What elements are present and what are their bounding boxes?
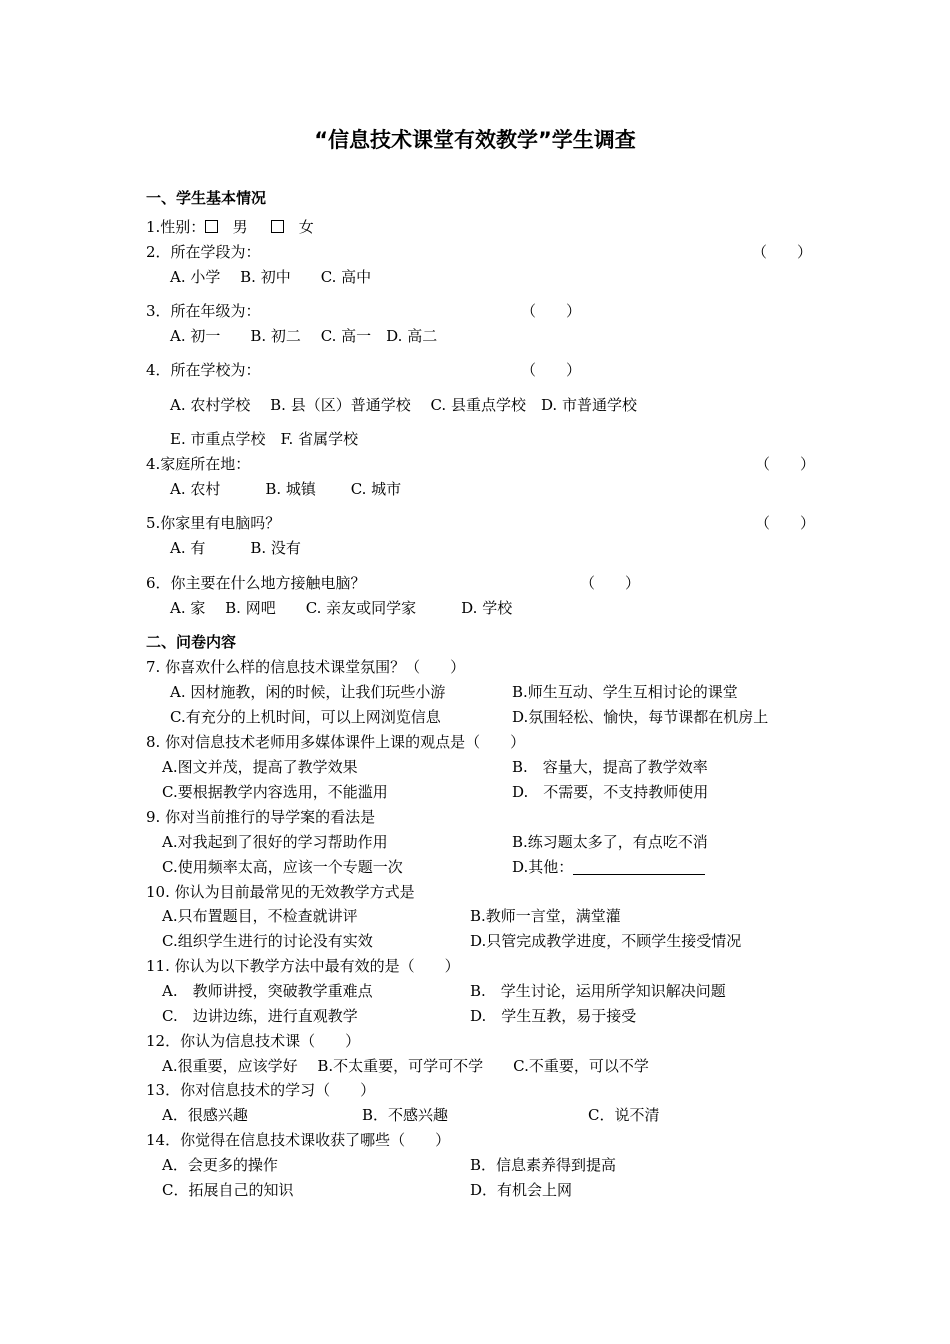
option-b: B.师生互动、学生互相讨论的课堂 (512, 683, 738, 701)
option-a: A.对我起到了很好的学习帮助作用 (162, 833, 388, 851)
question-options: A. 农村 B. 城镇 C. 城市 (170, 480, 402, 498)
option-c: C. 边讲边练，进行直观教学 (162, 1007, 358, 1025)
option-a: A. 因材施教，闲的时候，让我们玩些小游 (170, 683, 446, 701)
document-title: “信息技术课堂有效教学”学生调查 (314, 128, 636, 152)
question-options: A.很重要，应该学好 B.不太重要，可学可不学 C.不重要，可以不学 (162, 1057, 649, 1075)
question-stem: 1.性别： (146, 218, 206, 236)
question-gender (146, 217, 314, 237)
option-a: A．会更多的操作 (162, 1156, 278, 1174)
question-stem: 7. 你喜欢什么样的信息技术课堂氛围？（ ） (146, 658, 466, 676)
option-d: D. 学生互教，易于接受 (470, 1007, 637, 1025)
question-stem: 8. 你对信息技术老师用多媒体课件上课的观点是（ ） (146, 733, 526, 751)
question-options: A. 有 B. 没有 (170, 539, 301, 557)
option-c: C.使用频率太高，应该一个专题一次 (162, 858, 403, 876)
option-male: 男 (232, 218, 248, 236)
question-stem: 10. 你认为目前最常见的无效教学方式是 (146, 883, 415, 901)
question-stem: 4.家庭所在地： (146, 455, 251, 473)
option-female: 女 (298, 218, 314, 236)
option-b: B.练习题太多了，有点吃不消 (512, 833, 708, 851)
question-stem: 12．你认为信息技术课（ ） (146, 1032, 361, 1050)
answer-parentheses: （ ） (521, 361, 582, 379)
option-d (512, 857, 705, 877)
question-stem: 11. 你认为以下教学方法中最有效的是（ ） (146, 957, 460, 975)
checkbox-square-icon[interactable] (271, 220, 284, 233)
question-stem: 2．所在学段为： (146, 243, 261, 261)
answer-parentheses: （ ） (580, 574, 641, 592)
option-c: C.组织学生进行的讨论没有实效 (162, 932, 373, 950)
section-heading-basic-info: 一、学生基本情况 (146, 189, 267, 207)
question-stem: 4．所在学校为： (146, 361, 261, 379)
question-stem: 14．你觉得在信息技术课收获了哪些（ ） (146, 1131, 451, 1149)
option-a: A.只布置题目，不检查就讲评 (162, 907, 358, 925)
option-a: A. 教师讲授，突破教学重难点 (162, 982, 373, 1000)
question-stem: 3．所在年级为： (146, 302, 261, 320)
answer-parentheses: （ ） (755, 455, 816, 473)
option-a: A.图文并茂，提高了教学效果 (162, 758, 358, 776)
option-a: A．很感兴趣 (162, 1106, 248, 1124)
question-options: A. 农村学校 B. 县（区）普通学校 C. 县重点学校 D. 市普通学校 (170, 396, 637, 414)
question-options: A. 小学 B. 初中 C. 高中 (170, 268, 372, 286)
option-c: C.要根据教学内容选用，不能滥用 (162, 783, 388, 801)
answer-parentheses: （ ） (521, 302, 582, 320)
checkbox-square-icon[interactable] (205, 220, 218, 233)
question-options: A. 初一 B. 初二 C. 高一 D. 高二 (170, 327, 438, 345)
option-d: D.氛围轻松、愉快，每节课都在机房上 (512, 708, 769, 726)
question-options: A. 家 B. 网吧 C. 亲友或同学家 D. 学校 (170, 599, 513, 617)
option-c: C．说不清 (588, 1106, 660, 1124)
answer-parentheses: （ ） (752, 243, 813, 261)
option-c: C.有充分的上机时间，可以上网浏览信息 (170, 708, 441, 726)
option-b: B. 容量大，提高了教学效率 (512, 758, 708, 776)
question-options: E. 市重点学校 F. 省属学校 (170, 430, 359, 448)
option-d: D．有机会上网 (470, 1181, 573, 1199)
section-heading-questionnaire: 二、问卷内容 (146, 633, 237, 651)
fill-in-blank-line[interactable] (573, 859, 705, 875)
option-b: B. 学生讨论，运用所学知识解决问题 (470, 982, 726, 1000)
option-d: D. 不需要，不支持教师使用 (512, 783, 709, 801)
question-stem: 9. 你对当前推行的导学案的看法是 (146, 808, 376, 826)
question-stem: 5.你家里有电脑吗？ (146, 514, 281, 532)
option-c: C．拓展自己的知识 (162, 1181, 294, 1199)
question-stem: 13．你对信息技术的学习（ ） (146, 1081, 376, 1099)
option-d: D.只管完成教学进度，不顾学生接受情况 (470, 932, 742, 950)
answer-parentheses: （ ） (755, 514, 816, 532)
question-stem: 6．你主要在什么地方接触电脑？ (146, 574, 366, 592)
option-b: B.教师一言堂，满堂灌 (470, 907, 621, 925)
option-d-label: D.其他： (512, 858, 574, 876)
option-b: B．信息素养得到提高 (470, 1156, 617, 1174)
option-b: B．不感兴趣 (362, 1106, 449, 1124)
